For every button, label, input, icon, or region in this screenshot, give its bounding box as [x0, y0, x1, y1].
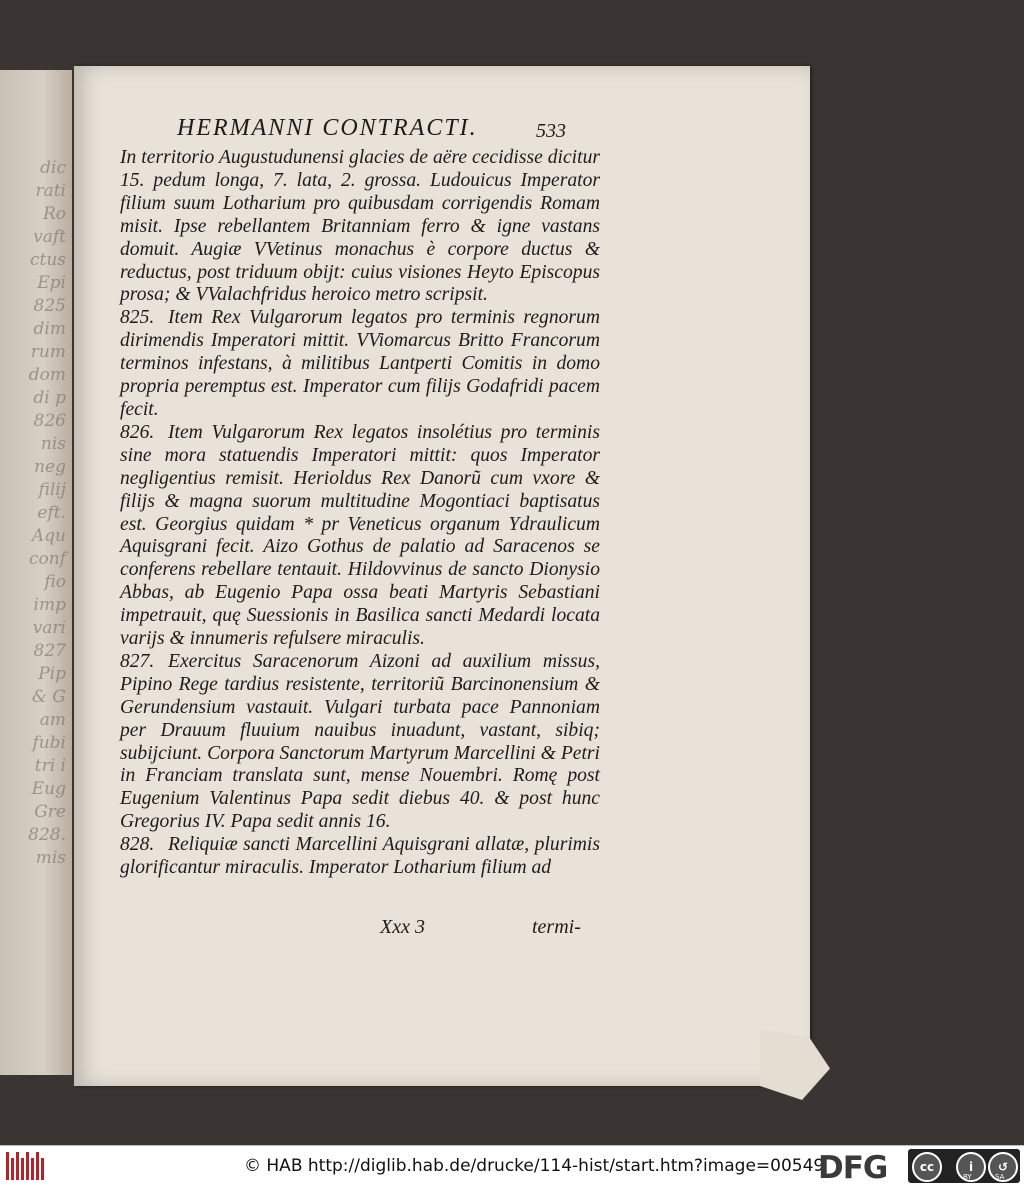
left-page-fragment: neg [34, 457, 66, 477]
paragraph-text: Reliquiæ sancti Marcellini Aquisgrani allatæ, plurimis glorificantur miraculis. Imperator Lotharium filium ad [120, 834, 600, 879]
paragraph [120, 834, 600, 880]
left-page-fragment: tri i [34, 756, 66, 776]
page-number: 533 [536, 120, 566, 142]
page-corner [760, 1030, 830, 1100]
left-page-fragment: dic [40, 158, 66, 178]
sa-label: SA [995, 1173, 1005, 1181]
left-page-fragment: conf [29, 549, 66, 569]
paragraph-text: Exercitus Saracenorum Aizoni ad auxilium missus, Pipino Rege tardius resistente, territoriũ Barcinonensium & Gerundensium vastauit. Vulgari turbata pace Pannoniam per Drauum fluuium nauibus inuadunt, vastant, sibiq; subijciunt. Corpora Sanctorum Martyrum Marcellini & Petri in Franciam translata sunt, mense Nouembri. Romę post Eugenium Valentinus Papa sedit diebus 40. & post hunc Gregorius IV. Papa sedit annis 16. [120, 650, 600, 833]
left-page-fragment: fubi [32, 733, 66, 753]
dfg-logo: DFG [818, 1150, 888, 1186]
left-page-fragment: Eug [31, 779, 66, 799]
paragraph [120, 147, 600, 307]
year-label: 825. [120, 307, 155, 329]
left-page-fragment: eft. [37, 503, 66, 523]
left-page-fragment: vaft [33, 227, 66, 247]
left-page-fragment: Gre [34, 802, 66, 822]
by-attribution-icon: i [956, 1152, 986, 1182]
left-page-fragment: dim [33, 319, 66, 339]
left-page-fragment: am [39, 710, 66, 730]
left-page-fragment: 825 [33, 296, 66, 316]
paragraph [120, 422, 600, 651]
left-page-fragment: dom [28, 365, 66, 385]
left-page-fragment: fio [44, 572, 66, 592]
left-page-fragment: Pip [38, 664, 66, 684]
left-page-fragment: 828. [28, 825, 66, 845]
by-label: BY [963, 1173, 972, 1181]
left-page-fragment: Ro [42, 204, 66, 224]
left-page-fragment: Aqu [31, 526, 66, 546]
paragraph-text: In territorio Augustudunensi glacies de aëre cecidisse dicitur 15. pedum longa, 7. lata, 2. grossa. Ludouicus Imperator filium suum Lotharium pro quibusdam corrigendis Romam misit. Ipse rebellantem Britanniam ferro & igne vastans domuit. Augiæ VVetinus monachus è corpore ductus & reductus, post triduum obijt: cuius visiones Heyto Episcopus prosa; & VValachfridus heroico metro scripsit. [120, 147, 600, 306]
year-label: 828. [120, 834, 155, 856]
left-page-fragment: rati [35, 181, 66, 201]
signature-mark: Xxx 3 [380, 916, 425, 938]
paragraph-text: Item Vulgarorum Rex legatos insolétius pro terminis sine mora statuendis Imperatori mittit: quos Imperator negligentius remisit. Herioldus Rex Danorũ cum vxore & filijs & magna suorum multitudine Mogontiaci baptisatus est. Georgius quidam * pr Veneticus organum Ydraulicum Aquisgrani fecit. Aizo Gothus de palatio ad Saracenos se conferens rebellare tentauit. Hildovvinus de sancto Dionysio Abbas, ab Eugenio Papa ossa beati Martyris Sebastiani impetrauit, quę Suessionis in Basilica sancti Medardi locata varijs & innumeris refulsere miraculis. [120, 421, 600, 650]
left-page-fragment: filij [38, 480, 66, 500]
left-page-fragment: imp [33, 595, 66, 615]
cc-icon: cc [912, 1152, 942, 1182]
left-facing-page [0, 70, 72, 1075]
running-head: HERMANNI CONTRACTI. [177, 115, 478, 141]
catchword: termi- [532, 916, 581, 938]
paragraph [120, 307, 600, 422]
left-page-fragment: Epi [37, 273, 66, 293]
left-page-fragment: vari [32, 618, 66, 638]
left-page-fragment: rum [30, 342, 66, 362]
paragraph [120, 651, 600, 834]
permalink-text[interactable]: © HAB http://diglib.hab.de/drucke/114-hist/start.htm?image=00549 [244, 1156, 825, 1176]
left-page-fragment: & G [31, 687, 66, 707]
body-text [120, 147, 600, 880]
year-label: 827. [120, 650, 155, 672]
paragraph-text: Item Rex Vulgarorum legatos pro terminis regnorum dirimendis Imperatori mittit. VViomarcus Britto Francorum terminos infestans, à militibus Lantperti Comitis in domo propria peremptus est. Imperator cum filijs Godafridi pacem fecit. [120, 307, 600, 420]
left-page-fragment: di p [33, 388, 66, 408]
left-page-fragment: nis [40, 434, 66, 454]
share-alike-icon: ↺ [988, 1152, 1018, 1182]
left-page-fragment: ctus [29, 250, 66, 270]
left-page-fragment: 827 [33, 641, 66, 661]
cc-license-badge[interactable] [908, 1149, 1020, 1183]
left-page-fragment: 826 [33, 411, 66, 431]
hab-logo-icon[interactable] [6, 1152, 46, 1180]
year-label: 826. [120, 421, 155, 443]
left-page-fragment: mis [35, 848, 66, 868]
viewer-footer [0, 1145, 1024, 1186]
